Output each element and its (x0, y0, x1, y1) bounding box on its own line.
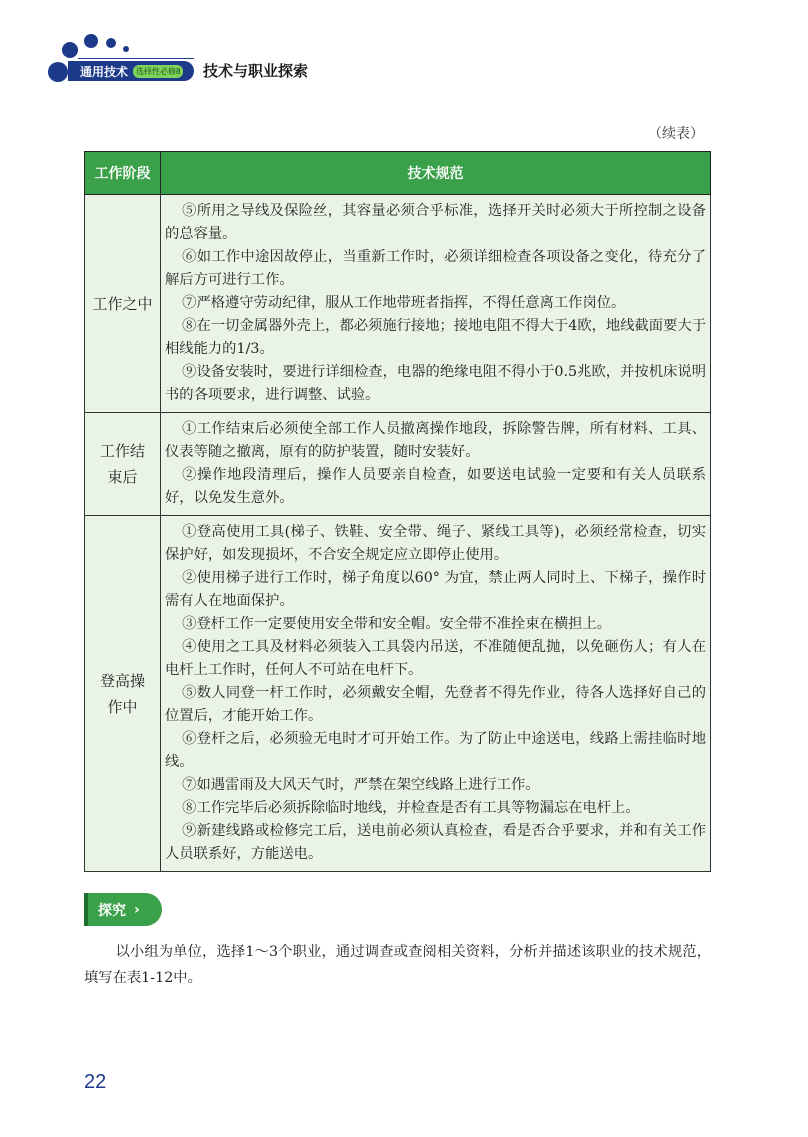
stage-cell (85, 413, 161, 516)
book-badge (68, 61, 194, 81)
stage-label: 登高操作中 (99, 671, 145, 716)
spec-item: ⑥如工作中途因故停止，当重新工作时，必须详细检查各项设备之变化，待充分了解后方可进行工作。 (165, 249, 706, 288)
table-row (85, 195, 711, 413)
stage-cell: 工作之中 (85, 195, 161, 413)
decor-dot-large (48, 62, 68, 82)
items-cell (161, 516, 711, 872)
table-header-row (85, 152, 711, 195)
stage-cell (85, 516, 161, 872)
spec-item: ⑨新建线路或检修完工后，送电前必须认真检查，看是否合乎要求，并和有关工作人员联系好，方能送电。 (165, 823, 706, 862)
header-spec: 技术规范 (161, 152, 711, 195)
book-tag: 选择性必修8 (133, 65, 183, 78)
table-row (85, 413, 711, 516)
book-label: 通用技术 (80, 64, 129, 79)
spec-item: ④使用之工具及材料必须装入工具袋内吊送，不准随便乱抛，以免砸伤人；有人在电杆上工作时，任何人不可站在电杆下。 (165, 639, 706, 678)
decor-dot-2 (84, 34, 98, 48)
explore-label: 探究 (98, 901, 126, 918)
header-rule (78, 58, 194, 59)
explore-heading (84, 893, 162, 926)
explore-text: 以小组为单位，选择1～3个职业，通过调查或查阅相关资料，分析并描述该职业的技术规范，填写在表1-12中。 (84, 944, 711, 986)
stage-label: 工作结束后 (99, 442, 145, 486)
spec-item: ⑤数人同登一杆工作时，必须戴安全帽，先登者不得先作业，待各人选择好自己的位置后，才能开始工作。 (165, 685, 706, 724)
spec-item: ②操作地段清理后，操作人员要亲自检查，如要送电试验一定要和有关人员联系好，以免发生意外。 (165, 467, 706, 506)
spec-table (84, 151, 711, 872)
items-cell (161, 195, 711, 413)
spec-item: ⑧在一切金属器外壳上，都必须施行接地；接地电阻不得大于4欧，地线截面要大于相线能力的1/3。 (165, 318, 706, 357)
spec-item: ②使用梯子进行工作时，梯子角度以60° 为宜，禁止两人同时上、下梯子，操作时需有人在地面保护。 (165, 570, 706, 609)
decor-dot-1 (62, 42, 78, 58)
decor-dot-3 (106, 38, 116, 48)
spec-item: ①登高使用工具(梯子、铁鞋、安全带、绳子、紧线工具等)，必须经常检查，切实保护好，如发现损坏，不合安全规定应立即停止使用。 (165, 524, 706, 563)
decor-dot-4 (123, 46, 129, 52)
spec-item: ⑦严格遵守劳动纪律，服从工作地带班者指挥，不得任意离工作岗位。 (182, 295, 626, 311)
spec-item: ③登杆工作一定要使用安全带和安全帽。安全带不准拴束在横担上。 (182, 616, 612, 632)
spec-item: ⑥登杆之后，必须验无电时才可开始工作。为了防止中途送电，线路上需挂临时地线。 (165, 731, 706, 770)
page-header (0, 0, 808, 90)
chapter-title: 技术与职业探索 (203, 63, 309, 80)
header-stage: 工作阶段 (85, 152, 161, 195)
spec-item: ⑦如遇雷雨及大风天气时，严禁在架空线路上进行工作。 (182, 777, 540, 793)
page-number: 22 (84, 1071, 107, 1093)
items-cell (161, 413, 711, 516)
spec-item: ⑤所用之导线及保险丝，其容量必须合乎标准，选择开关时必须大于所控制之设备的总容量。 (165, 203, 706, 242)
spec-item: ①工作结束后必须使全部工作人员撤离操作地段，拆除警告牌，所有材料、工具、仪表等随之撤离，原有的防护装置，随时安装好。 (165, 421, 706, 460)
continued-label: （续表） (648, 126, 704, 142)
table-row (85, 516, 711, 872)
chevron-right-icon: › (134, 901, 140, 918)
spec-item: ⑨设备安装时，要进行详细检查，电器的绝缘电阻不得小于0.5兆欧，并按机床说明书的各项要求，进行调整、试验。 (165, 364, 706, 403)
explore-accent-bar (84, 893, 88, 926)
spec-item: ⑧工作完毕后必须拆除临时地线，并检查是否有工具等物漏忘在电杆上。 (182, 800, 640, 816)
